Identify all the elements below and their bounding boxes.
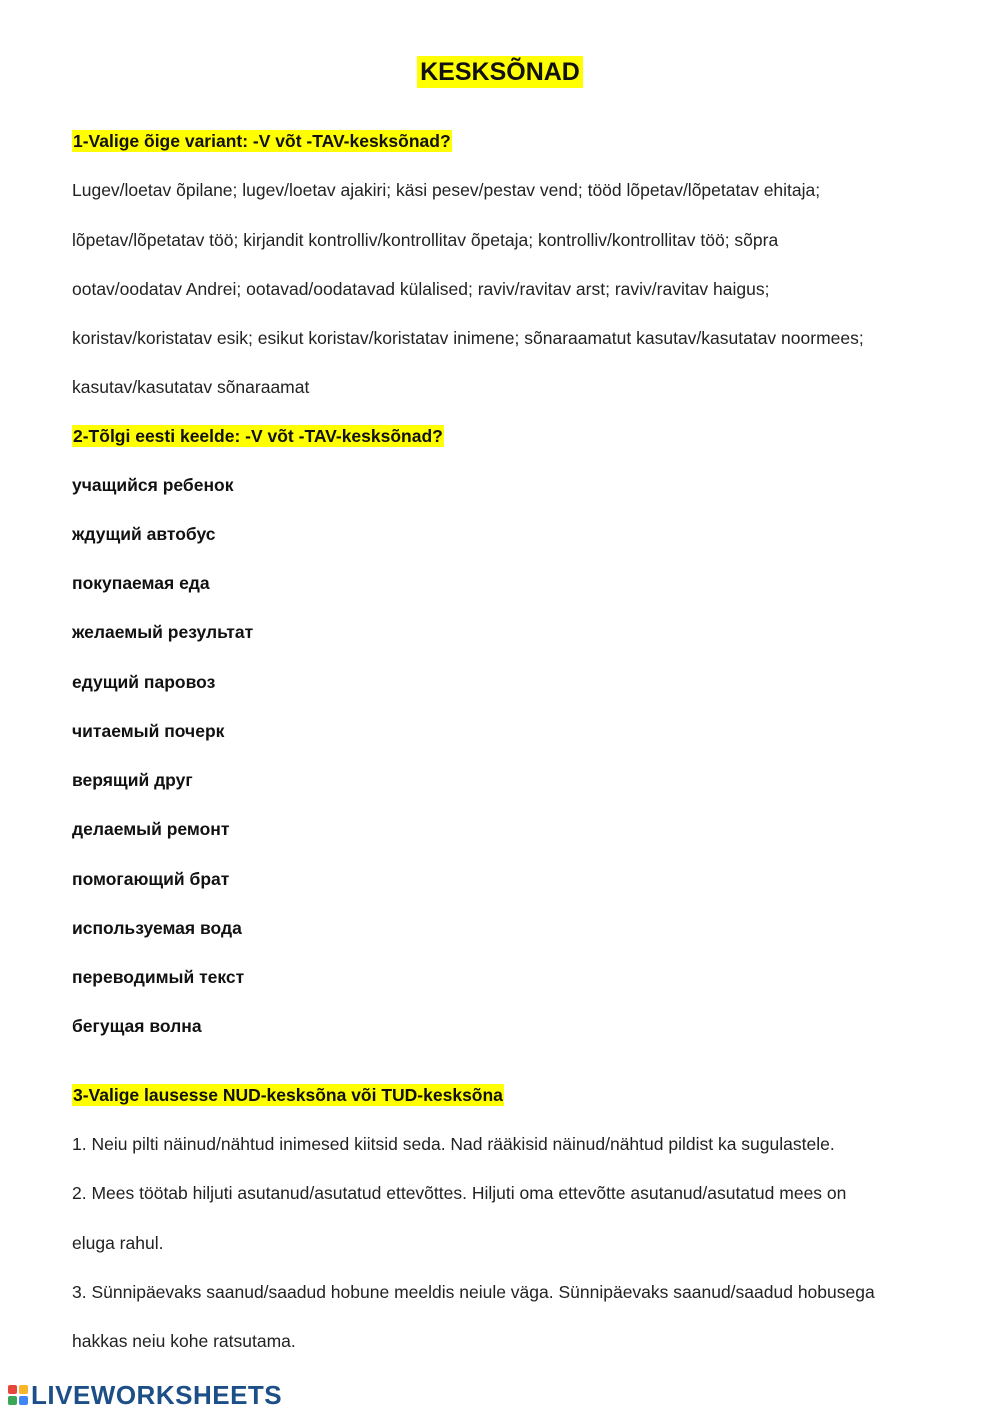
section1-line: lõpetav/lõpetatav töö; kirjandit kontrolliv/kontrollitav õpetaja; kontrolliv/kontrollitav töö; sõpra (72, 230, 779, 250)
section1-line: koristav/koristatav esik; esikut koristav/koristatav inimene; sõnaraamatut kasutav/kasutatav noormees; (72, 328, 864, 348)
translation-item: едущий паровоз (72, 672, 216, 692)
translation-item: ждущий автобус (72, 524, 216, 544)
section1-line: ootav/oodatav Andrei; ootavad/oodatavad külalised; raviv/ravitav arst; raviv/ravitav haigus; (72, 279, 770, 299)
translation-item: желаемый результат (72, 622, 254, 642)
section1-line: kasutav/kasutatav sõnaraamat (72, 377, 310, 397)
translation-item: читаемый почерк (72, 721, 225, 741)
translation-item: используемая вода (72, 918, 242, 938)
translation-item: переводимый текст (72, 967, 245, 987)
translation-item: покупаемая еда (72, 573, 210, 593)
section3-heading: 3-Valige lausesse NUD-kesksõna või TUD-kesksõna (73, 1085, 503, 1105)
section1-heading: 1-Valige õige variant: -V võt -TAV-kesksõnad? (73, 131, 451, 151)
section2-heading: 2-Tõlgi eesti keelde: -V võt -TAV-kesksõnad? (73, 426, 443, 446)
section3-line: hakkas neiu kohe ratsutama. (72, 1331, 296, 1351)
translation-item: бегущая волна (72, 1016, 202, 1036)
logo-text: LIVEWORKSHEETS (31, 1379, 283, 1410)
liveworksheets-logo[interactable] (8, 1380, 282, 1410)
translation-item: учащийся ребенок (72, 475, 234, 495)
section3-line: eluga rahul. (72, 1233, 164, 1253)
section3-line: 2. Mees töötab hiljuti asutanud/asutatud ettevõttes. Hiljuti oma ettevõtte asutanud/asutatud mees on (72, 1183, 847, 1203)
page-title: KESKSÕNAD (0, 58, 1000, 87)
section3-line: 1. Neiu pilti näinud/nähtud inimesed kiitsid seda. Nad rääkisid näinud/nähtud pildist ka sugulastele. (72, 1134, 835, 1154)
section3-line: 3. Sünnipäevaks saanud/saadud hobune meeldis neiule väga. Sünnipäevaks saanud/saadud hobusega (72, 1282, 875, 1302)
translation-item: помогающий брат (72, 869, 230, 889)
colored-cubes-icon (8, 1385, 28, 1405)
translation-item: делаемый ремонт (72, 819, 230, 839)
translation-item: верящий друг (72, 770, 193, 790)
section1-line: Lugev/loetav õpilane; lugev/loetav ajakiri; käsi pesev/pestav vend; tööd lõpetav/lõpetatav ehitaja; (72, 180, 821, 200)
